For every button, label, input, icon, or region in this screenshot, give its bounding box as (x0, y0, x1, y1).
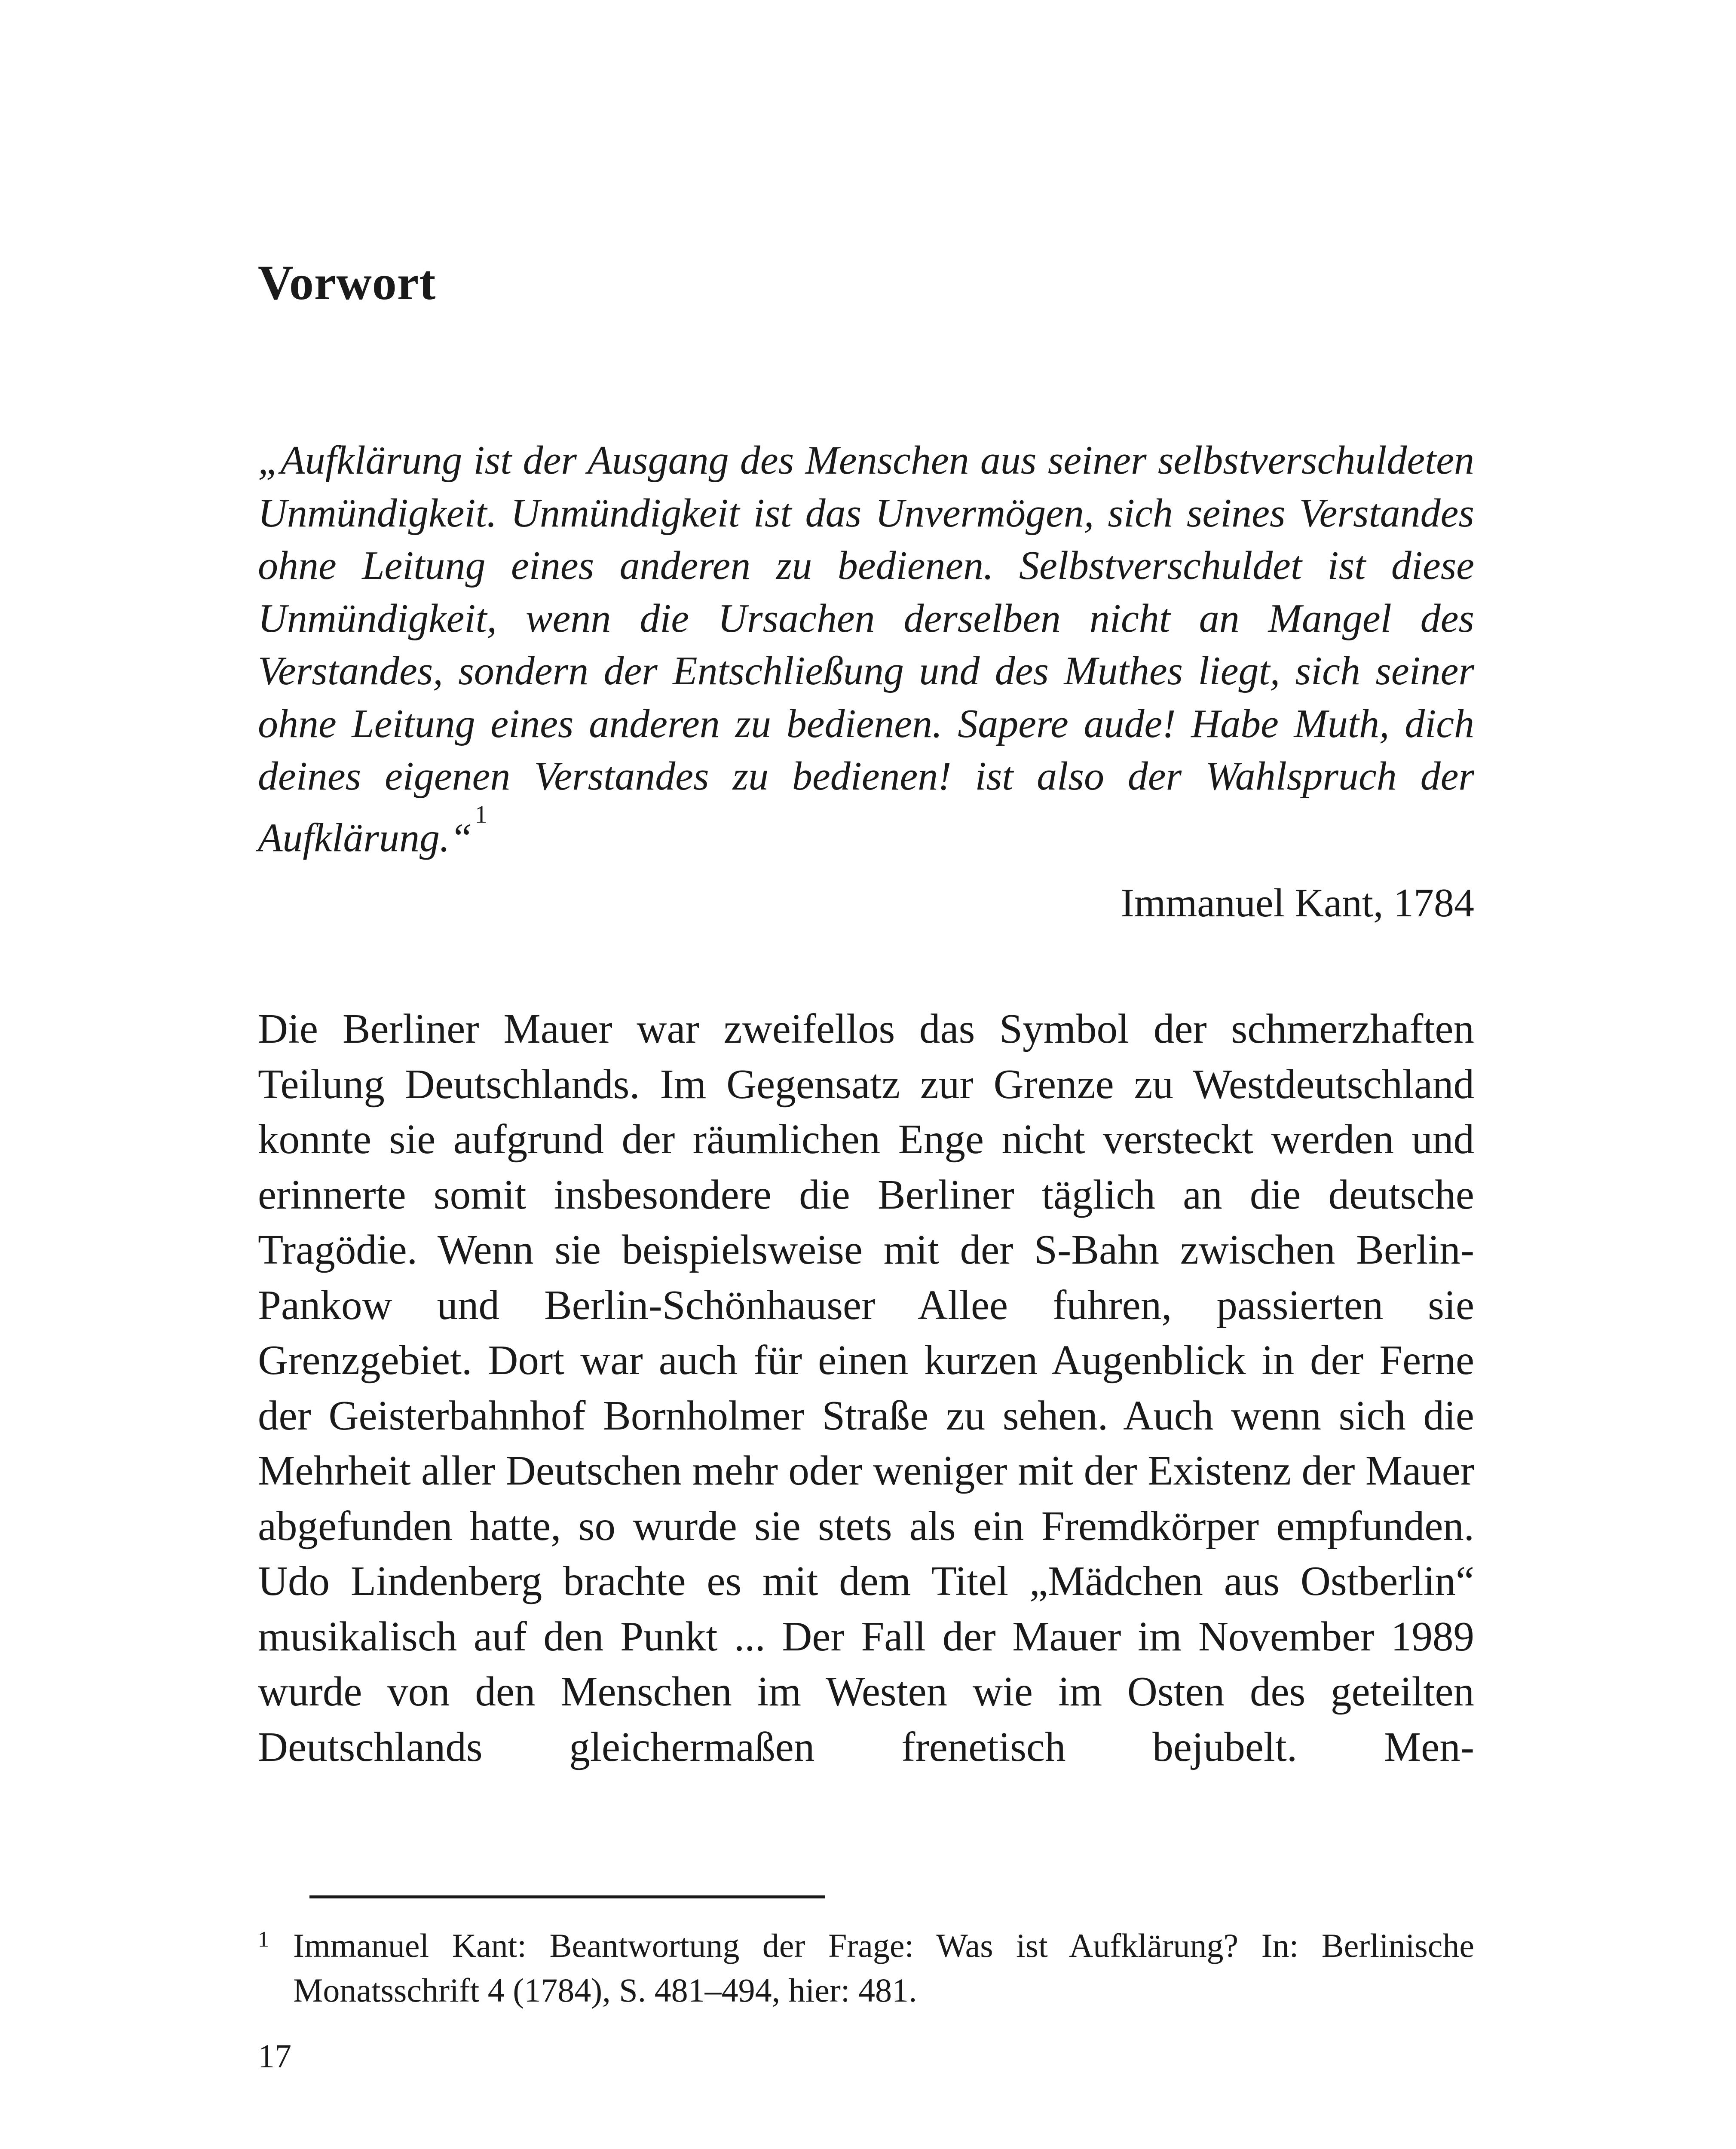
epigraph-text: „Aufklärung ist der Ausgang des Menschen aus seiner selbstverschuldeten Unmündigkeit. Unmündigkeit ist das Unvermögen, sich seines Verstandes ohne Leitung eines anderen zu bedienen. Selbstverschuldet ist diese Unmündigkeit, wenn die Ursachen derselben nicht an Mangel des Verstandes, sondern der Entschließung und des Muthes liegt, sich seiner ohne Leitung eines anderen zu bedienen. Sapere aude! Habe Muth, dich deines eigenen Verstandes zu bedienen! ist also der Wahlspruch der Aufklärung.“ (258, 438, 1474, 860)
chapter-heading: Vorwort (258, 255, 436, 310)
footnote-number: 1 (258, 1927, 269, 1952)
epigraph-attribution: Immanuel Kant, 1784 (1121, 881, 1474, 925)
footnote-separator (309, 1895, 825, 1898)
page-number: 17 (258, 2037, 291, 2075)
footnote (258, 1923, 1474, 2013)
body-paragraph: Die Berliner Mauer war zweifellos das Symbol der schmerzhaften Teilung Deutschlands. Im Gegensatz zur Grenze zu Westdeutschland konnte sie aufgrund der räumlichen Enge nicht versteckt werden und erinnerte somit insbesondere die Berliner täglich an die deutsche Tragödie. Wenn sie beispielsweise mit der S-Bahn zwischen Berlin-Pankow und Berlin-Schönhauser Allee fuhren, passierten sie Grenzgebiet. Dort war auch für einen kurzen Augenblick in der Ferne der Geisterbahnhof Bornholmer Straße zu sehen. Auch wenn sich die Mehrheit aller Deutschen mehr oder weniger mit der Existenz der Mauer abgefunden hatte, so wurde sie stets als ein Fremdkörper empfunden. Udo Lindenberg brachte es mit dem Titel „Mädchen aus Ostberlin“ musikalisch auf den Punkt ... Der Fall der Mauer im November 1989 wurde von den Menschen im Westen wie im Osten des geteilten Deutschlands gleichermaßen frenetisch bejubelt. Men- (258, 1006, 1474, 1770)
epigraph-quote (258, 434, 1474, 864)
footnote-reference[interactable]: 1 (475, 800, 487, 828)
footnote-text: Immanuel Kant: Beantwortung der Frage: Was ist Aufklärung? In: Berlinische Monatsschrift 4 (1784), S. 481–494, hier: 481. (293, 1927, 1474, 2009)
